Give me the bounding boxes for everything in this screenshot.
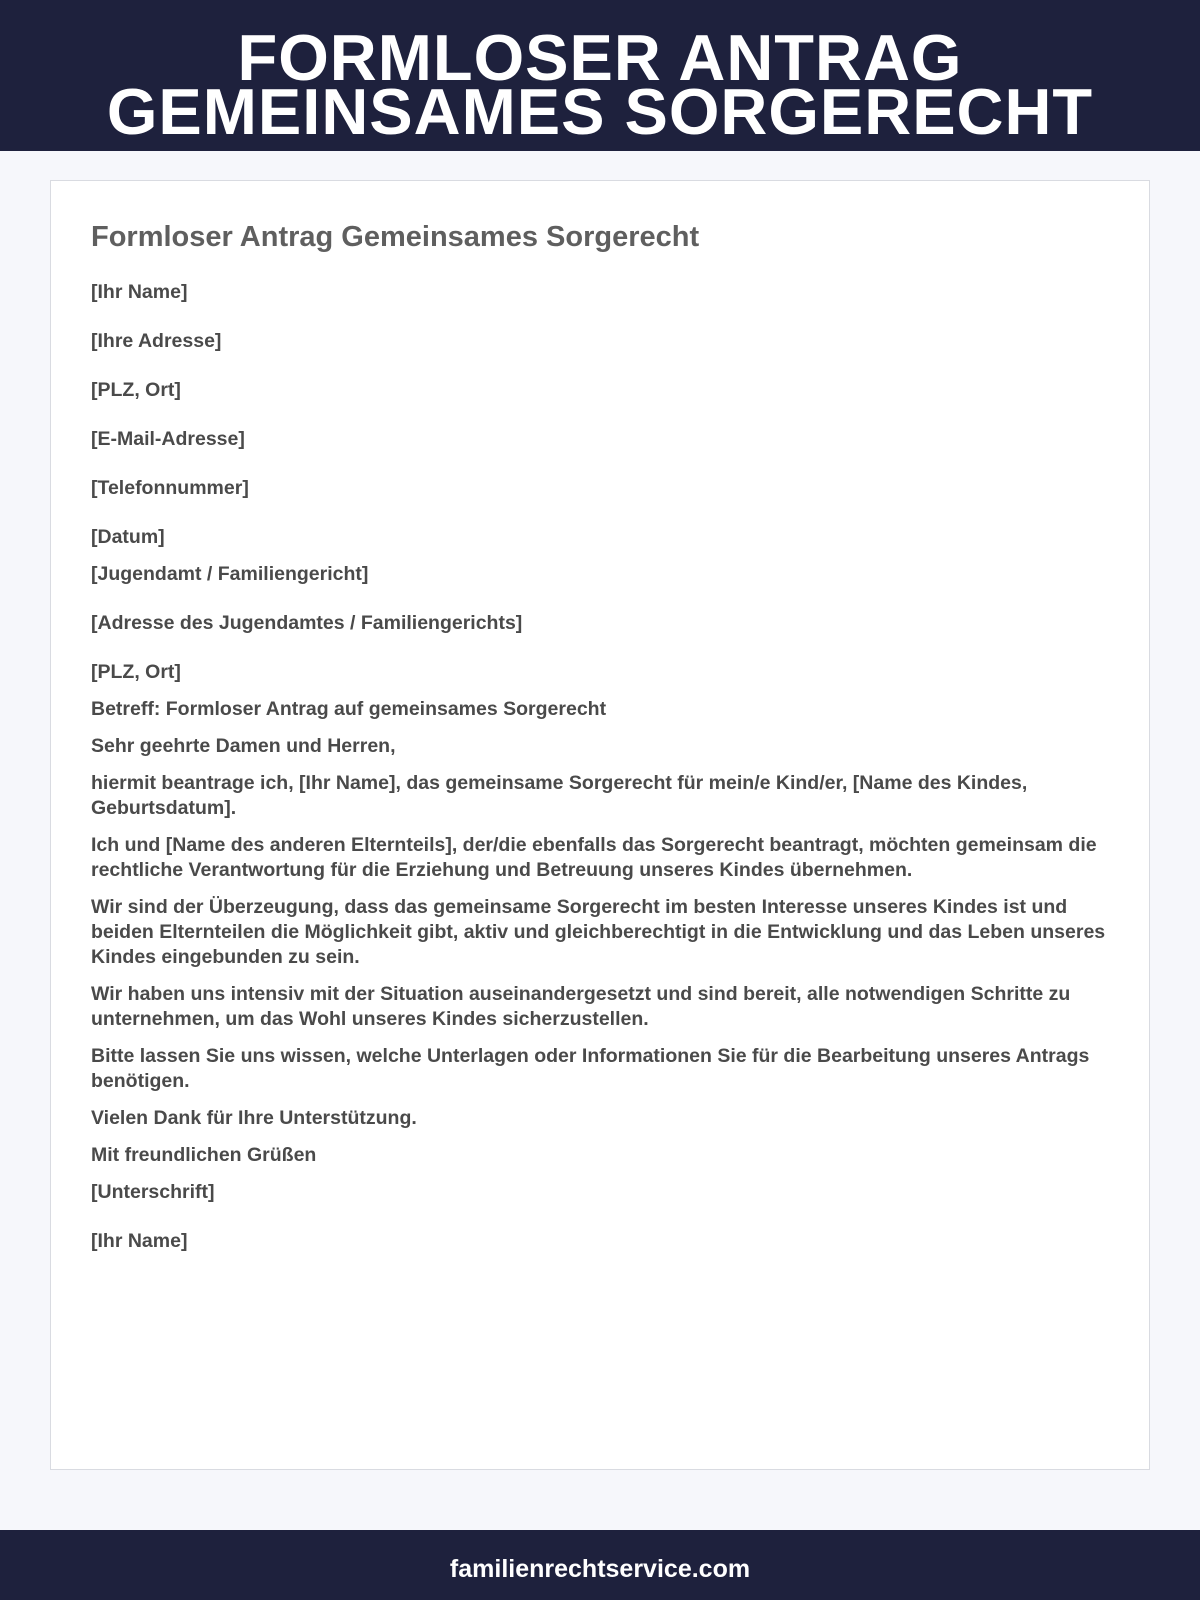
recipient-address: [Adresse des Jugendamtes / Familiengerichts]	[91, 612, 523, 634]
letter-date: [Datum]	[91, 526, 165, 548]
letter-salutation: Sehr geehrte Damen und Herren,	[91, 735, 396, 757]
footer-site-link[interactable]: familienrechtservice.com	[449, 1555, 751, 1583]
letter-signature-name: [Ihr Name]	[91, 1230, 188, 1252]
sender-phone: [Telefonnummer]	[91, 477, 249, 499]
header-banner	[0, 0, 1200, 151]
letter-paragraph: Wir haben uns intensiv mit der Situation auseinandergesetzt und sind bereit, alle notwendigen Schritte zu unternehmen, um das Wohl unseres Kindes sicherzustellen.	[91, 983, 1071, 1030]
header-title-line-2: GEMEINSAMES SORGERECHT	[106, 75, 1094, 148]
footer-banner	[0, 1530, 1200, 1600]
letter-paragraph: hiermit beantrage ich, [Ihr Name], das gemeinsame Sorgerecht für mein/e Kind/er, [Name des Kindes, Geburtsdatum].	[91, 772, 1028, 819]
letter-paragraph: Vielen Dank für Ihre Unterstützung.	[91, 1107, 417, 1129]
letter-signature: [Unterschrift]	[91, 1181, 215, 1203]
letter-card	[50, 180, 1150, 1470]
letter-subject: Betreff: Formloser Antrag auf gemeinsames Sorgerecht	[91, 698, 607, 720]
recipient-name: [Jugendamt / Familiengericht]	[91, 563, 369, 585]
sender-email: [E-Mail-Adresse]	[91, 428, 245, 450]
header-title-line-1: FORMLOSER ANTRAG	[237, 21, 963, 94]
sender-name: [Ihr Name]	[91, 281, 188, 303]
sender-city: [PLZ, Ort]	[91, 379, 181, 401]
letter-paragraph: Wir sind der Überzeugung, dass das gemeinsame Sorgerecht im besten Interesse unseres Kindes ist und beiden Elternteilen die Möglichkeit gibt, aktiv und gleichberechtigt in die Entwicklung und das Leben unseres Kindes eingebunden zu sein.	[91, 896, 1106, 968]
letter-paragraph: Ich und [Name des anderen Elternteils], der/die ebenfalls das Sorgerecht beantragt, möchten gemeinsam die rechtliche Verantwortung für die Erziehung und Betreuung unseres Kindes übernehmen.	[91, 834, 1097, 881]
letter-closing: Mit freundlichen Grüßen	[91, 1144, 317, 1166]
sender-address: [Ihre Adresse]	[91, 330, 222, 352]
letter-title: Formloser Antrag Gemeinsames Sorgerecht	[91, 221, 700, 253]
letter-paragraph: Bitte lassen Sie uns wissen, welche Unterlagen oder Informationen Sie für die Bearbeitung unseres Antrags benötigen.	[91, 1045, 1090, 1092]
recipient-city: [PLZ, Ort]	[91, 661, 181, 683]
